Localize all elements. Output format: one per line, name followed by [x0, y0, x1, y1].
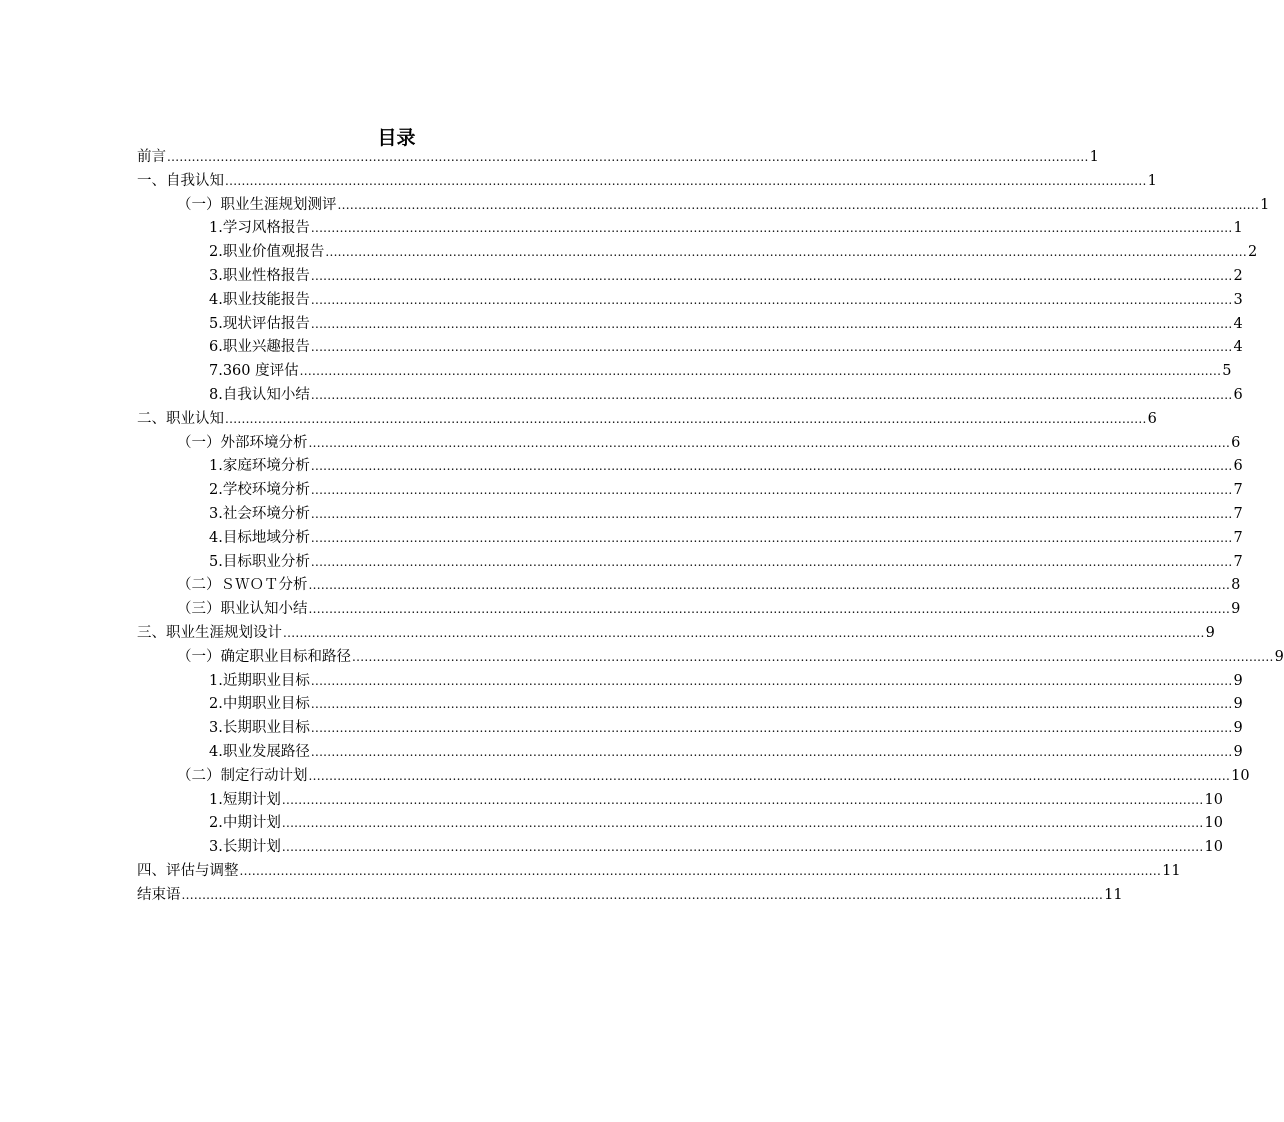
toc-entry[interactable] [137, 622, 1215, 646]
toc-entry-label: 7.360 度评估 [209, 363, 299, 380]
toc-page-number: 1 [1260, 196, 1270, 213]
toc-entry-label: 前言 [137, 149, 166, 165]
toc-entry[interactable] [137, 670, 1243, 694]
toc-page-number: 7 [1233, 529, 1243, 546]
toc-entry-label: 3.长期职业目标 [209, 720, 310, 737]
toc-page-number: 6 [1231, 434, 1241, 451]
toc-dot-leader: ................................................................................................................................................................................................................................ [310, 554, 1233, 569]
toc-dot-leader: ................................................................................................................................................................................................................................ [308, 602, 1231, 617]
toc-entry[interactable] [137, 646, 1284, 670]
toc-entry[interactable] [137, 408, 1157, 432]
toc-page-number: 9 [1231, 601, 1241, 618]
toc-dot-leader: ................................................................................................................................................................................................................................ [352, 649, 1274, 664]
toc-entry-label: 一、自我认知 [137, 172, 224, 189]
toc-entry-label: 二、职业认知 [137, 410, 224, 427]
toc-dot-leader: ................................................................................................................................................................................................................................ [325, 245, 1247, 260]
toc-dot-leader: ................................................................................................................................................................................................................................ [310, 459, 1233, 474]
toc-page-number: 9 [1274, 648, 1284, 665]
toc-dot-leader: ................................................................................................................................................................................................................................ [310, 530, 1233, 545]
page-title: 目录 [377, 126, 416, 149]
toc-page-number: 1 [1147, 172, 1157, 189]
toc-entry[interactable] [137, 146, 1099, 170]
toc-page-number: 11 [1104, 886, 1123, 903]
toc-entry-label: 1.学习风格报告 [209, 220, 310, 237]
toc-entry[interactable] [137, 479, 1243, 503]
toc-page-number: 10 [1204, 791, 1223, 808]
toc-entry-label: （二）ＳＷＯＴ分析 [177, 577, 308, 594]
toc-dot-leader: ................................................................................................................................................................................................................................ [310, 744, 1233, 759]
toc-dot-leader: ................................................................................................................................................................................................................................ [310, 268, 1233, 283]
toc-entry-label: 5.现状评估报告 [209, 315, 310, 332]
toc-entry-label: 4.职业技能报告 [209, 291, 310, 308]
toc-dot-leader: ................................................................................................................................................................................................................................ [310, 697, 1233, 712]
toc-page-number: 1 [1233, 220, 1243, 237]
toc-entry[interactable] [137, 336, 1243, 360]
toc-entry[interactable] [137, 527, 1243, 551]
toc-entry[interactable] [137, 241, 1258, 265]
toc-dot-leader: ................................................................................................................................................................................................................................ [310, 316, 1233, 331]
toc-page-number: 9 [1205, 624, 1215, 641]
toc-dot-leader: ................................................................................................................................................................................................................................ [310, 340, 1233, 355]
toc-dot-leader: ................................................................................................................................................................................................................................ [310, 221, 1233, 236]
toc-entry-label: 三、职业生涯规划设计 [137, 624, 282, 641]
toc-entry[interactable] [137, 384, 1243, 408]
toc-dot-leader: ................................................................................................................................................................................................................................ [281, 816, 1204, 831]
toc-entry[interactable] [137, 503, 1243, 527]
toc-page-number: 6 [1147, 410, 1157, 427]
toc-page-number: 8 [1231, 577, 1241, 594]
toc-page-number: 9 [1233, 672, 1243, 689]
toc-page-number: 7 [1233, 482, 1243, 499]
toc-dot-leader: ................................................................................................................................................................................................................................ [239, 863, 1162, 878]
toc-dot-leader: ................................................................................................................................................................................................................................ [181, 887, 1104, 902]
toc-dot-leader: ................................................................................................................................................................................................................................ [310, 673, 1233, 688]
toc-entry[interactable] [137, 194, 1270, 218]
toc-entry[interactable] [137, 574, 1241, 598]
toc-entry[interactable] [137, 765, 1250, 789]
toc-page-number: 10 [1204, 839, 1223, 856]
toc-entry[interactable] [137, 360, 1232, 384]
toc-dot-leader: ................................................................................................................................................................................................................................ [283, 625, 1205, 640]
toc-entry[interactable] [137, 217, 1243, 241]
toc-entry-label: 2.学校环境分析 [209, 482, 310, 499]
toc-entry[interactable] [137, 884, 1123, 908]
toc-entry[interactable] [137, 289, 1243, 313]
table-of-contents [137, 146, 1284, 908]
toc-page-number: 11 [1162, 862, 1181, 879]
toc-dot-leader: ................................................................................................................................................................................................................................ [310, 387, 1233, 402]
toc-entry-label: 3.长期计划 [209, 839, 281, 856]
toc-entry-label: （一）外部环境分析 [177, 434, 308, 451]
toc-entry[interactable] [137, 789, 1223, 813]
toc-entry-label: 四、评估与调整 [137, 862, 239, 879]
toc-entry[interactable] [137, 717, 1243, 741]
toc-entry-label: 2.中期计划 [209, 815, 281, 832]
toc-entry[interactable] [137, 551, 1243, 575]
toc-dot-leader: ................................................................................................................................................................................................................................ [225, 173, 1147, 188]
toc-entry-label: 5.目标职业分析 [209, 553, 310, 570]
toc-dot-leader: ................................................................................................................................................................................................................................ [310, 721, 1233, 736]
toc-page-number: 5 [1222, 363, 1232, 380]
toc-entry[interactable] [137, 860, 1181, 884]
toc-dot-leader: ................................................................................................................................................................................................................................ [167, 150, 1089, 164]
toc-entry-label: 1.家庭环境分析 [209, 458, 310, 475]
toc-entry[interactable] [137, 741, 1243, 765]
toc-entry-label: （二）制定行动计划 [177, 767, 308, 784]
toc-entry[interactable] [137, 598, 1241, 622]
toc-page-number: 9 [1233, 720, 1243, 737]
toc-dot-leader: ................................................................................................................................................................................................................................ [308, 578, 1231, 593]
toc-page-number: 10 [1204, 815, 1223, 832]
toc-page-number: 3 [1233, 291, 1243, 308]
toc-entry-label: 2.职业价值观报告 [209, 244, 325, 261]
toc-entry-label: （一）职业生涯规划测评 [177, 196, 337, 213]
toc-entry-label: 8.自我认知小结 [209, 386, 310, 403]
toc-entry-label: 4.职业发展路径 [209, 743, 310, 760]
toc-entry[interactable] [137, 836, 1223, 860]
toc-entry[interactable] [137, 693, 1243, 717]
toc-entry-label: 3.职业性格报告 [209, 267, 310, 284]
toc-page-number: 2 [1233, 267, 1243, 284]
toc-entry[interactable] [137, 455, 1243, 479]
toc-page-number: 4 [1233, 315, 1243, 332]
toc-entry[interactable] [137, 313, 1243, 337]
toc-page-number: 9 [1233, 696, 1243, 713]
toc-dot-leader: ................................................................................................................................................................................................................................ [281, 840, 1204, 855]
toc-entry-label: 结束语 [137, 886, 181, 903]
toc-page-number: 6 [1233, 386, 1243, 403]
toc-dot-leader: ................................................................................................................................................................................................................................ [310, 483, 1233, 498]
toc-page-number: 4 [1233, 339, 1243, 356]
toc-entry-label: 1.短期计划 [209, 791, 281, 808]
toc-page-number: 2 [1247, 244, 1258, 261]
toc-entry-label: （一）确定职业目标和路径 [177, 648, 351, 665]
toc-entry-label: （三）职业认知小结 [177, 601, 308, 618]
toc-entry[interactable] [137, 812, 1223, 836]
toc-page-number: 1 [1089, 149, 1099, 165]
toc-entry-label: 4.目标地域分析 [209, 529, 310, 546]
toc-dot-leader: ................................................................................................................................................................................................................................ [299, 364, 1222, 379]
toc-entry[interactable] [137, 170, 1157, 194]
toc-dot-leader: ................................................................................................................................................................................................................................ [281, 792, 1204, 807]
toc-page-number: 7 [1233, 553, 1243, 570]
toc-dot-leader: ................................................................................................................................................................................................................................ [225, 411, 1147, 426]
toc-page-number: 6 [1233, 458, 1243, 475]
toc-page-number: 7 [1233, 505, 1243, 522]
toc-page-number: 9 [1233, 743, 1243, 760]
toc-dot-leader: ................................................................................................................................................................................................................................ [337, 197, 1260, 212]
toc-entry[interactable] [137, 265, 1243, 289]
toc-dot-leader: ................................................................................................................................................................................................................................ [308, 768, 1231, 783]
toc-page-number: 10 [1231, 767, 1250, 784]
toc-entry[interactable] [137, 432, 1241, 456]
toc-entry-label: 3.社会环境分析 [209, 505, 310, 522]
toc-entry-label: 1.近期职业目标 [209, 672, 310, 689]
toc-entry-label: 6.职业兴趣报告 [209, 339, 310, 356]
toc-dot-leader: ................................................................................................................................................................................................................................ [308, 435, 1231, 450]
toc-dot-leader: ................................................................................................................................................................................................................................ [310, 506, 1233, 521]
toc-entry-label: 2.中期职业目标 [209, 696, 310, 713]
toc-dot-leader: ................................................................................................................................................................................................................................ [310, 292, 1233, 307]
